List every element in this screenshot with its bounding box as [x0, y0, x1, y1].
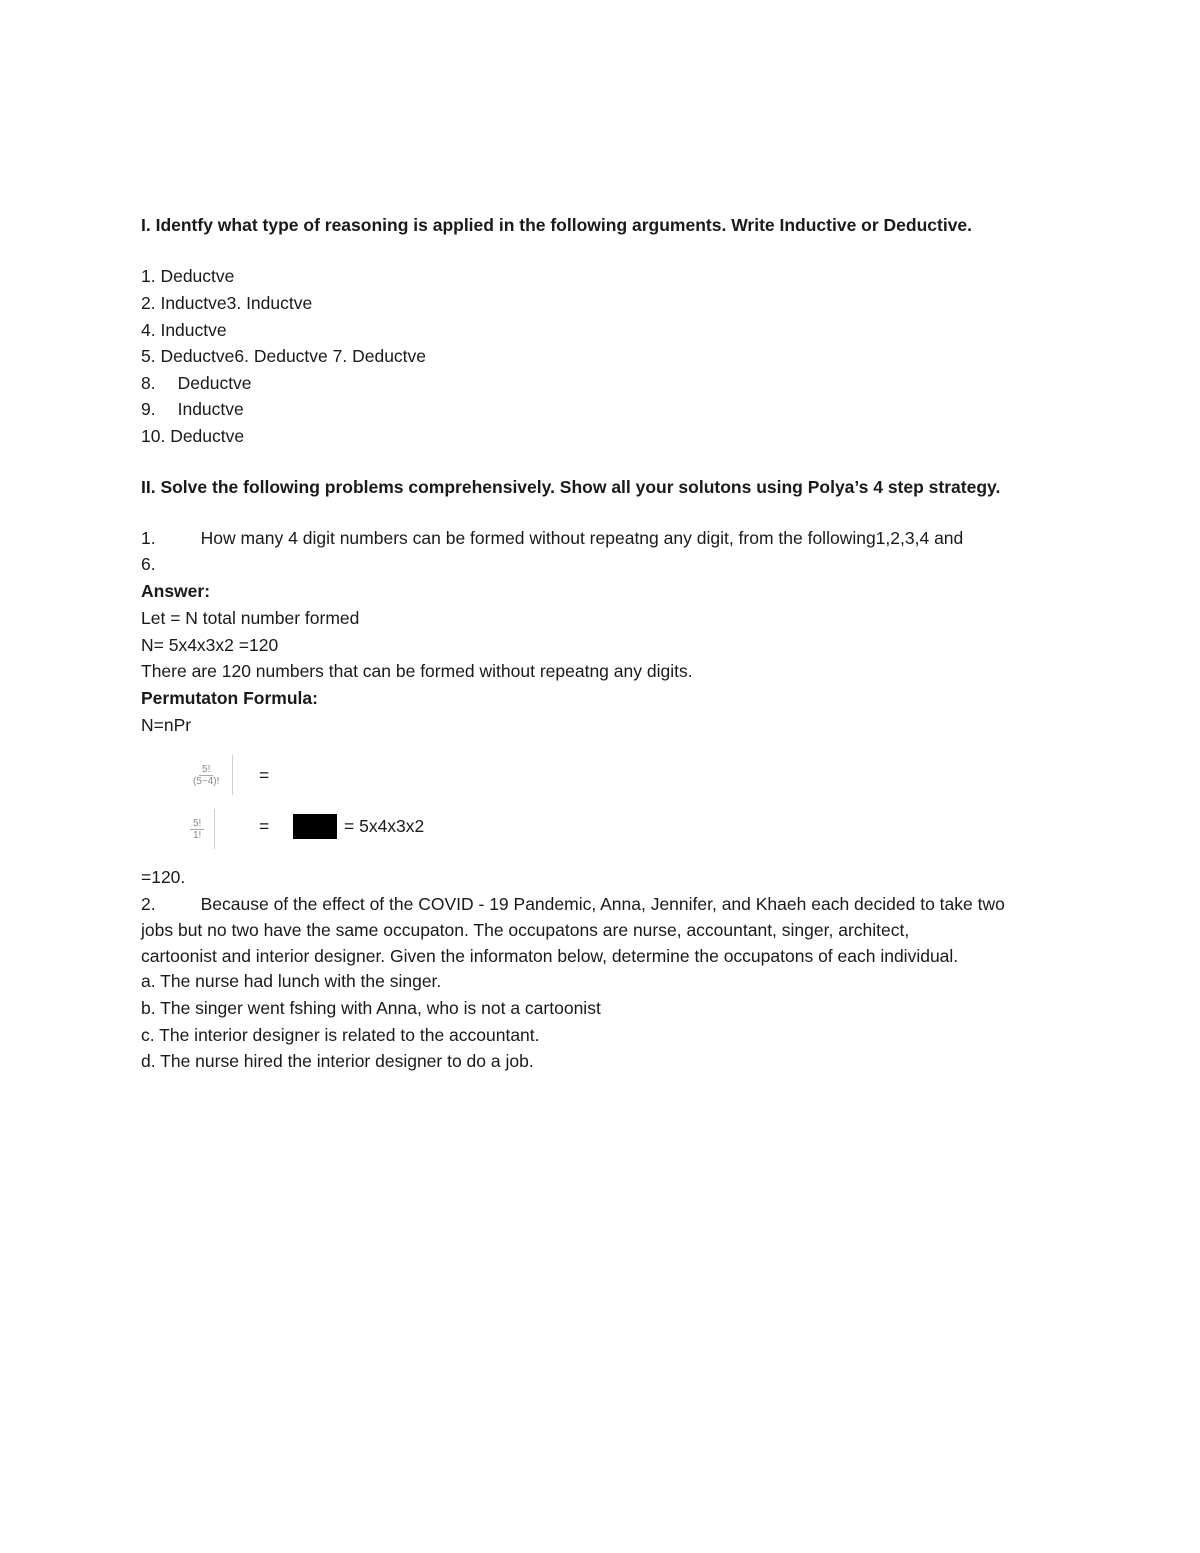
problem2-text1: Because of the effect of the COVID - 19 Pandemic, Anna, Jennifer, and Khaeh each decided to take two [200, 894, 1005, 914]
answer-8-value: Deductve [177, 373, 252, 393]
conclusion-line: There are 120 numbers that can be formed without repeatng any digits. [141, 661, 693, 681]
result-line: =120. [141, 867, 186, 887]
fraction-2: $\frac{5!}{1!}$ [190, 818, 204, 841]
problem1-text: How many 4 digit numbers can be formed without repeatng any digit, from the following1,2,3,4 and [200, 528, 964, 548]
formula-row-2 [190, 806, 215, 852]
answer-8 [141, 372, 252, 394]
answer-9 [141, 398, 244, 420]
clue-a: a. The nurse had lunch with the singer. [141, 971, 442, 991]
formula-label: Permutaton Formula: [141, 688, 318, 708]
equals-1: = [259, 765, 270, 785]
clue-c: c. The interior designer is related to the accountant. [141, 1025, 540, 1045]
problem1-number: 1. [141, 528, 156, 548]
equals-2: = [259, 816, 270, 836]
answer-9-number: 9. [141, 399, 156, 419]
fraction-2-divider [214, 809, 215, 849]
let-line: Let = N total number formed [141, 608, 360, 628]
redacted-block [293, 814, 337, 839]
clue-d: d. The nurse hired the interior designer to do a job. [141, 1051, 534, 1071]
fraction-1-divider [232, 755, 233, 795]
clue-b: b. The singer went fshing with Anna, who is not a cartoonist [141, 998, 601, 1018]
problem1-question [141, 527, 963, 549]
fraction-1: $\frac{5!}{(5-4)!}$ [193, 763, 220, 787]
formula-row-1 [190, 752, 233, 798]
problem1-question-cont: 6. [141, 554, 156, 574]
answer-label: Answer: [141, 581, 211, 601]
answer-4: 4. Inductve [141, 320, 227, 340]
problem2-line3: cartoonist and interior designer. Given the informaton below, determine the occupatons of each individual. [141, 946, 959, 966]
answer-5-6-7: 5. Deductve6. Deductve 7. Deductve [141, 346, 427, 366]
answer-1: 1. Deductve [141, 266, 235, 286]
section2-heading: II. Solve the following problems comprehensively. Show all your solutons using Polya’s 4 step strategy. [141, 477, 1001, 497]
answer-10: 10. Deductve [141, 426, 245, 446]
answer-8-number: 8. [141, 373, 156, 393]
n-line: N= 5x4x3x2 =120 [141, 635, 279, 655]
problem2-line2: jobs but no two have the same occupaton. The occupatons are nurse, accountant, singer, architect, [141, 920, 910, 940]
problem2-number: 2. [141, 894, 156, 914]
problem2-line1 [141, 893, 1005, 915]
formula-line: N=nPr [141, 715, 192, 735]
expansion: = 5x4x3x2 [344, 816, 425, 836]
answer-9-value: Inductve [177, 399, 244, 419]
answer-2-3: 2. Inductve3. Inductve [141, 293, 313, 313]
section1-heading: I. Identfy what type of reasoning is applied in the following arguments. Write Inductive or Deductive. [141, 215, 973, 235]
